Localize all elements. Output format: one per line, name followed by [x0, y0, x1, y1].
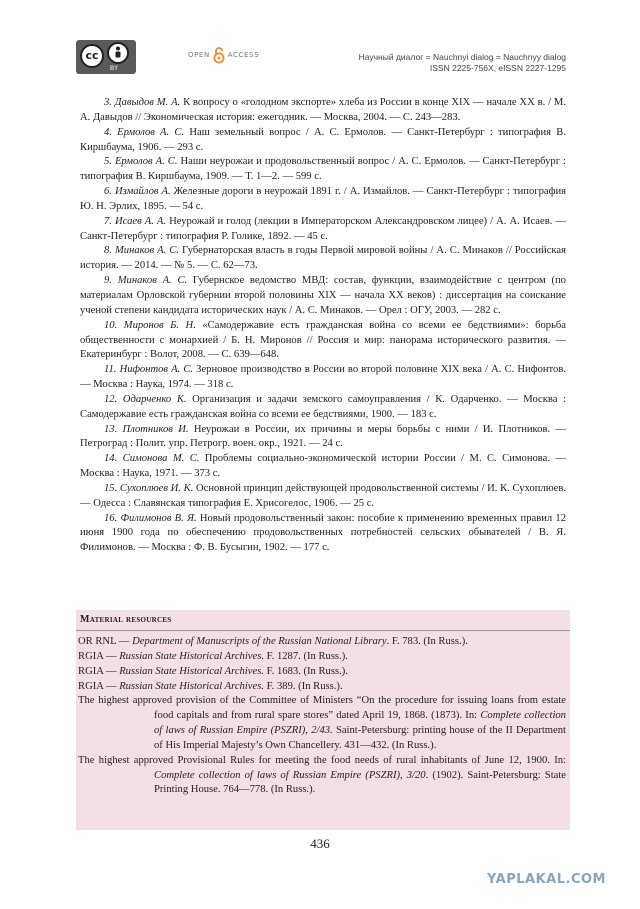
- reference-author: 16. Филимонов В. Я.: [104, 512, 197, 524]
- material-item-text: RGIA —: [78, 680, 120, 692]
- cc-by-label: BY: [110, 65, 119, 72]
- reference-author: 14. Симонова М. С.: [104, 453, 200, 465]
- open-access-label-open: OPEN: [188, 51, 210, 59]
- material-item-text: . F. 783. (In Russ.).: [386, 636, 468, 647]
- material-item: [78, 680, 566, 695]
- reference-author: 8. Минаков А. С.: [104, 245, 179, 257]
- material-item-text: . F. 1287. (In Russ.).: [261, 650, 348, 662]
- material-item-text: F. 389. (In Russ.).: [263, 680, 343, 692]
- attribution-person-icon: [107, 42, 129, 64]
- reference-author: 13. Плотников И.: [104, 423, 189, 435]
- reference-item: [80, 126, 566, 156]
- reference-item: [80, 363, 566, 393]
- section-divider: [76, 630, 570, 631]
- reference-text: Проблемы социально-экономической истории России / М. С. Симонова. — Москва : Наука, 1971. — 373 с.: [80, 453, 566, 480]
- material-item: [78, 754, 566, 799]
- material-resources-heading: Material resources: [80, 614, 172, 625]
- material-item: [78, 694, 566, 753]
- reference-item: [80, 244, 566, 274]
- open-access-label-access: ACCESS: [227, 51, 260, 59]
- material-item-title: Russian State Historical Archives.: [119, 680, 264, 692]
- material-item-title: Department of Manuscripts of the Russian National Library: [132, 636, 387, 647]
- journal-info: [359, 52, 566, 74]
- reference-item: [80, 393, 566, 423]
- reference-text: Губернское ведомство МВД: состав, функции, взаимодействие с центром (по материалам Орловской губернии второй половины XIX — начала XX веков) : диссертация на соискание ученой степени кандидата исторических наук / А. С. Минаков. — Орел : ОГУ, 2003. — 282 с.: [80, 275, 566, 316]
- reference-author: 12. Одарченко К.: [104, 393, 187, 405]
- reference-item: [80, 274, 566, 319]
- page-header: [76, 36, 566, 86]
- reference-item: [80, 512, 566, 557]
- material-item-title: Complete collection of laws of Russian Empire (PSZRI), 2/43.: [154, 710, 566, 737]
- reference-author: 15. Сухоплюев И. К.: [104, 482, 194, 494]
- material-item-text: F. 1683. (In Russ.).: [263, 665, 348, 677]
- reference-item: [80, 185, 566, 215]
- reference-author: 11. Нифонтов А. С.: [104, 364, 194, 376]
- material-item-text: The highest approved Provisional Rules for meeting the food needs of rural inhabitants of June 12, 1900. In:: [78, 754, 566, 766]
- reference-author: 4. Ермолов А. С.: [104, 126, 185, 138]
- issn-line: ISSN 2225-756X, eISSN 2227-1295: [429, 63, 566, 73]
- open-access-logo: [188, 46, 259, 64]
- reference-text: Основной принцип действующей продовольственной системы / И. К. Сухоплюев. — Одесса : Славянская типография Е. Хрисогелос, 1906. — 25 с.: [80, 482, 566, 509]
- reference-text: Губернаторская власть в годы Первой мировой войны / А. С. Минаков // Российская история. — 2014. — № 5. — С. 62—73.: [80, 245, 566, 272]
- reference-text: Организация и задачи земского самоуправления / К. Одарченко. — Москва : Самодержавие есть гражданская война со всеми ее бедствиями, 1900. — 183 с.: [80, 393, 567, 420]
- journal-title-line: Научный диалог = Nauchnyi dialog = Nauchnyy dialog: [358, 52, 566, 62]
- material-item-text: OR RNL —: [78, 636, 133, 647]
- material-item-text: The highest approved provision of the Committee of Ministers “On the procedure for issuing loans from estate food capitals and from rural spare stores” dated April 19, 1868. (1873). In:: [78, 695, 566, 722]
- reference-text: Новый продовольственный закон: пособие к применению временных правил 12 июня 1900 года по обеспечению продовольственных потребностей сельских обывателей / В. Я. Филимонов. — Москва : Ф. В. Бусыгин, 1902. — 177 с.: [80, 512, 567, 554]
- reference-item: [80, 215, 566, 245]
- cc-by-license-badge: [76, 40, 136, 74]
- material-resources-section: [76, 610, 570, 830]
- material-item-title: Russian State Historical Archives.: [119, 665, 264, 677]
- cc-icon: cc: [80, 44, 104, 68]
- material-item: [78, 665, 566, 680]
- open-lock-icon: [213, 46, 225, 64]
- reference-author: 9. Минаков А. С.: [104, 275, 188, 287]
- material-item-text: . (1902). Saint-Petersburg: State Printing House. 764—778. (In Russ.).: [154, 769, 566, 796]
- material-item: [78, 635, 566, 650]
- reference-text: «Самодержавие есть гражданская война со всеми ее бедствиями»: борьба общественности с монархией / Б. Н. Миронов // Россия и мир: панорама исторического развития. — Екатеринбург : Волот, 2008. — С. 639—648.: [80, 319, 566, 361]
- reference-author: 6. Измайлов А.: [104, 186, 171, 198]
- material-item: [78, 650, 566, 665]
- reference-item: [80, 96, 566, 126]
- reference-author: 10. Миронов Б. Н.: [104, 319, 196, 331]
- reference-author: 7. Исаев А. А.: [104, 215, 167, 227]
- material-resources-list: [78, 635, 566, 798]
- material-item-text: Saint-Petersburg: printing house of the II Department of His Imperial Majesty’s Own Chancellery. 431—432. (In Russ.).: [154, 725, 566, 751]
- reference-text: Наши неурожаи и продовольственный вопрос / А. С. Ермолов. — Санкт-Петербург : типография В. Киршбаума, 1909. — Т. 1—2. — 599 с.: [80, 156, 566, 183]
- reference-author: 3. Давыдов М. А.: [104, 97, 181, 108]
- reference-text: Зерновое производство в России во второй половине XIX века / А. С. Нифонтов. — Москва : Наука, 1974. — 318 с.: [80, 364, 566, 391]
- site-watermark: YAPLAKAL.COM: [487, 872, 606, 887]
- reference-text: Неурожай и голод (лекции в Императорском Александровском лицее) / А. А. Исаев. — Санкт-Петербург : типография Р. Голике, 1892. — 45 с.: [80, 215, 567, 242]
- reference-item: [80, 423, 566, 453]
- reference-text: Наш земельный вопрос / А. С. Ермолов. — Санкт-Петербург : типография В. Киршбаума, 1906. — 293 с.: [80, 126, 566, 153]
- material-item-text: RGIA —: [78, 665, 120, 677]
- reference-author: 5. Ермолов А. С.: [104, 156, 178, 168]
- reference-item: [80, 319, 566, 364]
- reference-text: Неурожаи в России, их причины и меры борьбы с ними / И. Плотников. — Петроград : Полит. упр. Петрогр. воен. окр., 1921. — 24 с.: [80, 423, 567, 450]
- material-item-title: Complete collection of laws of Russian Empire (PSZRI), 3/20: [154, 769, 426, 781]
- reference-item: [80, 482, 566, 512]
- reference-item: [80, 155, 566, 185]
- reference-item: [80, 452, 566, 482]
- reference-list: [80, 96, 566, 556]
- material-item-text: RGIA —: [78, 650, 120, 662]
- page-number: 436: [310, 836, 330, 851]
- material-item-title: Russian State Historical Archives: [119, 650, 262, 662]
- reference-text: Железные дороги в неурожай 1891 г. / А. Измайлов. — Санкт-Петербург : типография Ю. Н. Эрлих, 1895. — 54 с.: [80, 186, 566, 212]
- reference-text: К вопросу о «голодном экспорте» хлеба из России в конце XIX — начале XX в. / М. А. Давыдов // Экономическая история: ежегодник. — Москва, 2004. — С. 243—283.: [80, 97, 566, 123]
